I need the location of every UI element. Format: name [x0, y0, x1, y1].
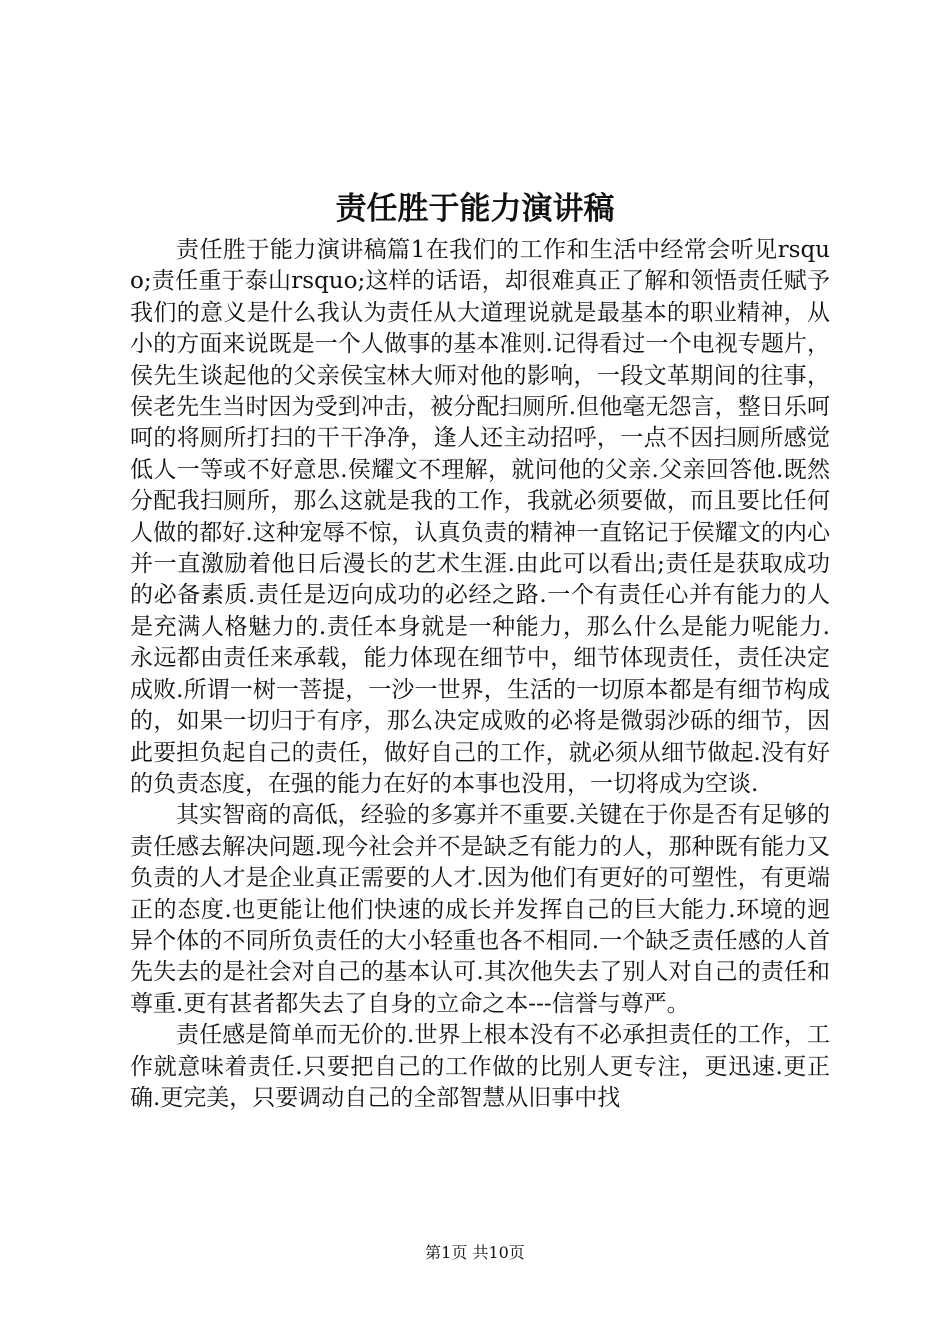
- page-number-footer: 第1页 共10页: [425, 1243, 525, 1262]
- paragraph-3: 责任感是简单而无价的.世界上根本没有不必承担责任的工作，工作就意味着责任.只要把自己的工作做的比别人更专注，更迅速.更正确.更完美，只要调动自己的全部智慧从旧事中找: [130, 1022, 830, 1111]
- paragraph-2: 其实智商的高低，经验的多寡并不重要.关键在于你是否有足够的责任感去解决问题.现今社会并不是缺乏有能力的人，那种既有能力又负责的人才是企业真正需要的人才.因为他们有更好的可塑性，有更端正的态度.也更能让他们快速的成长并发挥自己的巨大能力.环境的迥异个体的不同所负责任的大小轻重也各不相同.一个缺乏责任感的人首先失去的是社会对自己的基本认可.其次他失去了别人对自己的责任和尊重.更有甚者都失去了自身的立命之本---信誉与尊严。: [130, 802, 830, 1017]
- paragraph-1: 责任胜于能力演讲稿篇1在我们的工作和生活中经常会听见rsquo;责任重于泰山rsquo;这样的话语，却很难真正了解和领悟责任赋予我们的意义是什么我认为责任从大道理说就是最基本的职业精神，从小的方面来说既是一个人做事的基本准则.记得看过一个电视专题片，侯先生谈起他的父亲侯宝林大师对他的影响，一段文革期间的往事，侯老先生当时因为受到冲击，被分配扫厕所.但他毫无怨言，整日乐呵呵的将厕所打扫的干干净净，逢人还主动招呼，一点不因扫厕所感觉低人一等或不好意思.侯耀文不理解，就问他的父亲.父亲回答他.既然分配我扫厕所，那么这就是我的工作，我就必须要做，而且要比任何人做的都好.这种宠辱不惊，认真负责的精神一直铭记于侯耀文的内心并一直激励着他日后漫长的艺术生涯.由此可以看出;责任是获取成功的必备素质.责任是迈向成功的必经之路.一个有责任心并有能力的人是充满人格魅力的.责任本身就是一种能力，那么什么是能力呢能力.永远都由责任来承载，能力体现在细节中，细节体现责任，责任决定成败.所谓一树一菩提，一沙一世界，生活的一切原本都是有细节构成的，如果一切归于有序，那么决定成败的必将是微弱沙砾的细节，因此要担负起自己的责任，做好自己的工作，就必须从细节做起.没有好的负责态度，在强的能力在好的本事也没用，一切将成为空谈.: [130, 237, 830, 797]
- document-title: 责任胜于能力演讲稿: [335, 191, 615, 227]
- document-body: [130, 235, 830, 1114]
